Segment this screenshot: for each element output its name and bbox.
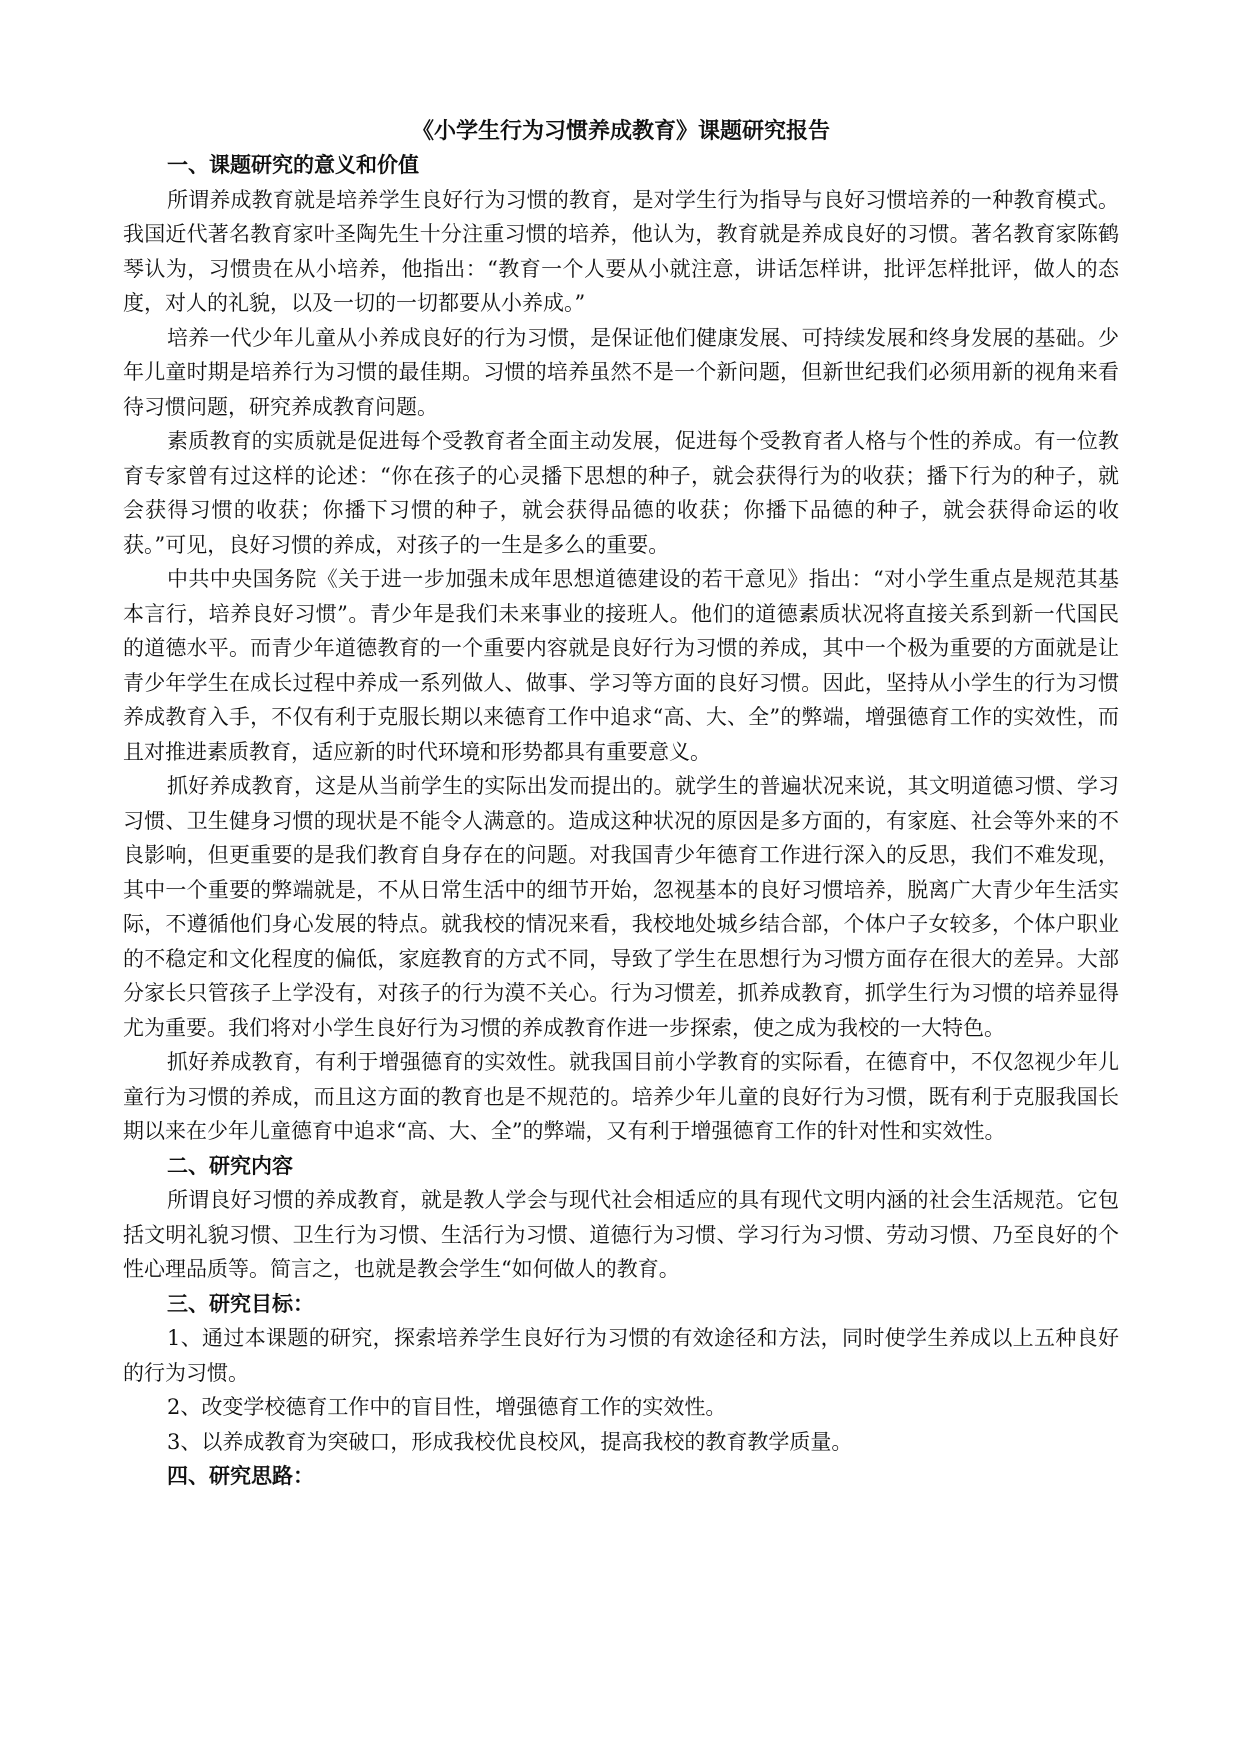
section-research-goals [123, 1287, 1119, 1460]
section-significance [123, 148, 1119, 1149]
section-research-content [123, 1149, 1119, 1287]
document-page [123, 114, 1119, 1494]
goal-list-item: 3、以养成教育为突破口，形成我校优良校风，提高我校的教育教学质量。 [167, 1429, 853, 1454]
section-heading: 一、课题研究的意义和价值 [167, 152, 419, 177]
body-paragraph: 抓好养成教育，这是从当前学生的实际出发而提出的。就学生的普遍状况来说，其文明道德习惯、学习习惯、卫生健身习惯的现状是不能令人满意的。造成这种状况的原因是多方面的，有家庭、社会等外来的不良影响，但更重要的是我们教育自身存在的问题。对我国青少年德育工作进行深入的反思，我们不难发现，其中一个重要的弊端就是，不从日常生活中的细节开始，忽视基本的良好习惯培养，脱离广大青少年生活实际，不遵循他们身心发展的特点。就我校的情况来看，我校地处城乡结合部，个体户子女较多，个体户职业的不稳定和文化程度的偏低，家庭教育的方式不同，导致了学生在思想行为习惯方面存在很大的差异。大部分家长只管孩子上学没有，对孩子的行为漠不关心。行为习惯差，抓养成教育，抓学生行为习惯的培养显得尤为重要。我们将对小学生良好行为习惯的养成教育作进一步探索，使之成为我校的一大特色。 [123, 774, 1119, 1040]
document-title: 《小学生行为习惯养成教育》课题研究报告 [411, 118, 830, 144]
section-heading: 四、研究思路： [167, 1463, 314, 1488]
body-paragraph: 所谓养成教育就是培养学生良好行为习惯的教育，是对学生行为指导与良好习惯培养的一种教育模式。我国近代著名教育家叶圣陶先生十分注重习惯的培养，他认为，教育就是养成良好的习惯。著名教育家陈鹤琴认为，习惯贵在从小培养，他指出：“教育一个人要从小就注意，讲话怎样讲，批评怎样批评，做人的态度，对人的礼貌，以及一切的一切都要从小养成。” [123, 187, 1119, 315]
body-paragraph: 抓好养成教育，有利于增强德育的实效性。就我国目前小学教育的实际看，在德育中，不仅忽视少年儿童行为习惯的养成，而且这方面的教育也是不规范的。培养少年儿童的良好行为习惯，既有利于克服我国长期以来在少年儿童德育中追求“高、大、全”的弊端，又有利于增强德育工作的针对性和实效性。 [123, 1050, 1119, 1143]
section-heading: 二、研究内容 [167, 1152, 293, 1178]
goal-list-item: 2、改变学校德育工作中的盲目性，增强德育工作的实效性。 [167, 1395, 727, 1419]
goal-list-item: 1、通过本课题的研究，探索培养学生良好行为习惯的有效途径和方法，同时使学生养成以上五种良好的行为习惯。 [123, 1326, 1119, 1385]
body-paragraph: 培养一代少年儿童从小养成良好的行为习惯，是保证他们健康发展、可持续发展和终身发展的基础。少年儿童时期是培养行为习惯的最佳期。习惯的培养虽然不是一个新问题，但新世纪我们必须用新的视角来看待习惯问题，研究养成教育问题。 [123, 325, 1119, 419]
section-heading: 三、研究目标： [167, 1290, 314, 1316]
section-research-approach [123, 1459, 1119, 1494]
body-paragraph: 中共中央国务院《关于进一步加强未成年思想道德建设的若干意见》指出：“对小学生重点是规范其基本言行，培养良好习惯”。青少年是我们未来事业的接班人。他们的道德素质状况将直接关系到新一代国民的道德水平。而青少年道德教育的一个重要内容就是良好行为习惯的养成，其中一个极为重要的方面就是让青少年学生在成长过程中养成一系列做人、做事、学习等方面的良好习惯。因此，坚持从小学生的行为习惯养成教育入手，不仅有利于克服长期以来德育工作中追求“高、大、全”的弊端，增强德育工作的实效性，而且对推进素质教育，适应新的时代环境和形势都具有重要意义。 [123, 567, 1119, 764]
body-paragraph: 所谓良好习惯的养成教育，就是教人学会与现代社会相适应的具有现代文明内涵的社会生活规范。它包括文明礼貌习惯、卫生行为习惯、生活行为习惯、道德行为习惯、学习行为习惯、劳动习惯、乃至良好的个性心理品质等。简言之，也就是教会学生“如何做人的教育。 [123, 1188, 1119, 1281]
body-paragraph: 素质教育的实质就是促进每个受教育者全面主动发展，促进每个受教育者人格与个性的养成。有一位教育专家曾有过这样的论述：“你在孩子的心灵播下思想的种子，就会获得行为的收获；播下行为的种子，就会获得习惯的收获；你播下习惯的种子，就会获得品德的收获；你播下品德的种子，就会获得命运的收获。”可见，良好习惯的养成，对孩子的一生是多么的重要。 [123, 429, 1119, 557]
